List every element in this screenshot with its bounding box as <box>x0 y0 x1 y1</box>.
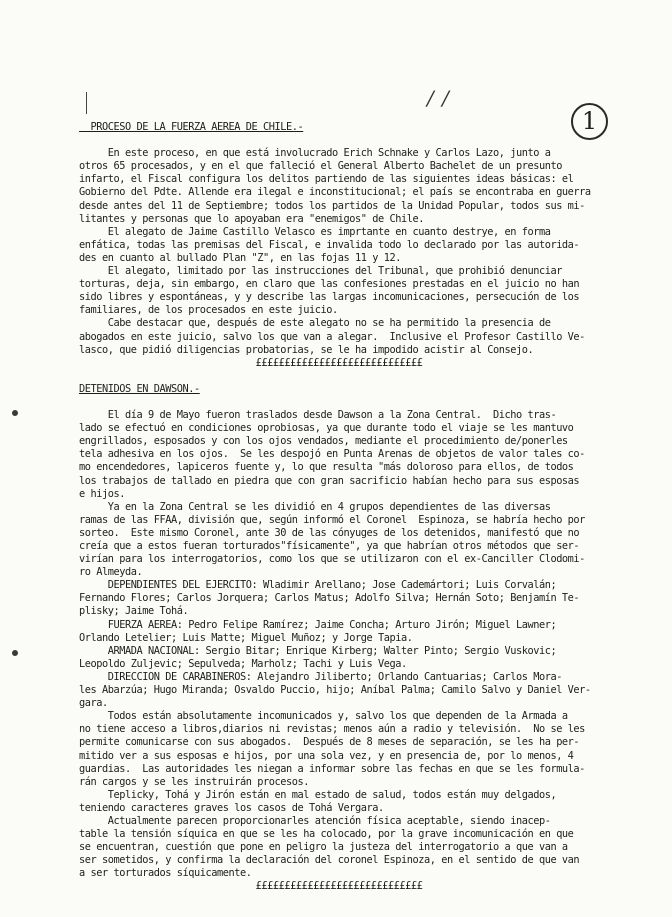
punch-hole <box>12 650 18 656</box>
text-line: ARMADA NACIONAL: Sergio Bitar; Enrique Kirberg; Walter Pinto; Sergio Vuskovic; <box>79 644 557 657</box>
text-line: abogados en este juicio, salvo los que van a alegar. Inclusive el Profesor Castillo Ve- <box>79 330 585 343</box>
text-line: guardias. Las autoridades les niegan a informar sobre las fechas en que se les formula- <box>79 762 585 775</box>
text-line: teniendo caracteres graves los casos de Tohá Vergara. <box>79 801 384 814</box>
text-line: DETENIDOS EN DAWSON.- <box>79 382 200 395</box>
page-number: 1 <box>571 103 608 140</box>
text-line: Ya en la Zona Central se les dividió en 4 grupos dependientes de las diversas <box>79 500 551 513</box>
text-line: Orlando Letelier; Luis Matte; Miguel Muñoz; y Jorge Tapia. <box>79 631 413 644</box>
text-line: tela adhesiva en los ojos. Se les despojó en Punta Arenas de objetos de valor tales co- <box>79 448 585 461</box>
text-line: sorteo. Este mismo Coronel, ante 30 de las cónyuges de los detenidos, manifestó que no <box>79 526 580 539</box>
text-line: litantes y personas que lo apoyaban era "enemigos" de Chile. <box>79 212 424 225</box>
text-line: se encuentran, cuestión que pone en peligro la justeza del interrogatorio a que van a <box>79 841 568 854</box>
text-line: Leopoldo Zuljevic; Sepulveda; Marholz; Tachi y Luis Vega. <box>79 657 407 670</box>
text-line: los trabajos de tallado en piedra que con gran sacrificio habían hecho para sus esposas <box>79 474 580 487</box>
text-line: Gobierno del Pdte. Allende era ilegal e inconstitucional; el país se encontraba en guerra <box>79 186 591 199</box>
handwritten-mark: / / <box>427 86 450 110</box>
text-line: Cabe destacar que, después de este alegato no se ha permitido la presencia de <box>79 317 551 330</box>
text-line: familiares, de los procesados en este juicio. <box>79 304 338 317</box>
text-line: torturas, deja, sin embargo, en claro que las confesiones prestadas en el juicio no han <box>79 278 580 291</box>
text-line: El alegato, limitado por las instrucciones del Tribunal, que prohibió denunciar <box>79 265 562 278</box>
margin-mark <box>86 92 87 114</box>
text-line: table la tensión síquica en que se les ha colocado, por la grave incomunicación en que <box>79 828 574 841</box>
text-line: creía que a estos fueran torturados"físicamente", ya que habrían otros métodos que ser- <box>79 540 580 552</box>
text-line: lado se efectuó en condiciones oprobiosas, ya que durante todo el viaje se les mantuvo <box>79 422 574 435</box>
text-line: DIRECCION DE CARABINEROS: Alejandro Jiliberto; Orlando Cantuarias; Carlos Mora- <box>79 670 562 683</box>
punch-hole <box>12 410 18 416</box>
text-line: permite comunicarse con sus abogados. Después de 8 meses de separación, se les ha per- <box>79 736 580 749</box>
text-line: no tiene acceso a libros,diarios ni revistas; menos aún a radio y televisión. No se les <box>79 723 585 736</box>
text-line: des en cuanto al bullado Plan "Z", en las fojas 11 y 12. <box>79 251 401 264</box>
text-line: En este proceso, en que está involucrado Erich Schnake y Carlos Lazo, junto a <box>79 147 551 160</box>
document-body <box>79 121 599 894</box>
text-line <box>79 370 599 383</box>
text-line: El día 9 de Mayo fueron traslados desde Dawson a la Zona Central. Dicho tras- <box>79 409 557 422</box>
text-line: virían para los interrogatorios, como los que se utilizaron con el ex-Canciller Clodomi- <box>79 553 585 566</box>
text-line: mitido ver a sus esposas e hijos, por una sola vez, y en presencia de, por lo menos, 4 <box>79 749 574 762</box>
text-line: e hijos. <box>79 487 125 500</box>
text-line: otros 65 procesados, y en el que falleció el General Alberto Bachelet de un presunto <box>79 160 562 173</box>
text-line: engrillados, esposados y con los ojos vendados, mediante el procedimiento de/ponerles <box>79 435 568 448</box>
text-line: El alegato de Jaime Castillo Velasco es imprtante en cuanto destrye, en forma <box>79 225 551 238</box>
text-line: Todos están absolutamente incomunicados y, salvo los que dependen de la Armada a <box>79 710 568 723</box>
text-line: £££££££££££££££££££££££££££££ <box>255 356 423 369</box>
text-line: mo encendedores, lapiceros fuente y, lo que resulta "más doloroso para ellos, de todos <box>79 461 574 474</box>
text-line: gara. <box>79 697 108 710</box>
text-line: ro Almeyda. <box>79 566 143 579</box>
text-line: FUERZA AEREA: Pedro Felipe Ramírez; Jaime Concha; Arturo Jirón; Miguel Lawner; <box>79 618 557 631</box>
text-line: PROCESO DE LA FUERZA AEREA DE CHILE.- <box>79 121 304 133</box>
text-line: plisky; Jaime Tohá. <box>79 605 189 618</box>
text-line <box>79 396 599 409</box>
text-line: infarto, el Fiscal configura los delitos partiendo de las siguientes ideas básicas: el <box>79 173 574 186</box>
text-line: £££££££££££££££££££££££££££££ <box>255 880 423 893</box>
text-line: sido libres y espontáneas, y y describe las largas incomunicaciones, persecución de los <box>79 291 580 304</box>
text-line: a ser torturados síquicamente. <box>79 867 252 880</box>
text-line: rán cargos y se les instruirán procesos. <box>79 775 309 788</box>
text-line: Teplicky, Tohá y Jirón están en mal estado de salud, todos están muy delgados, <box>79 788 557 801</box>
text-line <box>79 134 599 147</box>
text-line: desde antes del 11 de Septiembre; todos los partidos de la Unidad Popular, todos sus mi- <box>79 199 585 212</box>
text-line: enfática, todas las premisas del Fiscal, e invalida todo lo declarado por las autorida- <box>79 238 580 251</box>
text-line: lasco, que pidió diligencias probatorias, se le ha impodido acistir al Consejo. <box>79 343 534 356</box>
text-line: Fernando Flores; Carlos Jorquera; Carlos Matus; Adolfo Silva; Hernán Soto; Benjamín Te- <box>79 592 580 605</box>
text-line: DEPENDIENTES DEL EJERCITO: Wladimir Arellano; Jose Cademártori; Luis Corvalán; <box>79 579 557 592</box>
text-line: ser sometidos, y confirma la declaración del coronel Espinoza, en el sentido de que van <box>79 854 580 867</box>
text-line: ramas de las FFAA, división que, según informó el Coronel Espinoza, se habría hecho por <box>79 513 585 526</box>
text-line: les Abarzúa; Hugo Miranda; Osvaldo Puccio, hijo; Aníbal Palma; Camilo Salvo y Daniel Ver- <box>79 684 591 697</box>
text-line: Actualmente parecen proporcionarles atención física aceptable, siendo inacep- <box>79 814 551 827</box>
